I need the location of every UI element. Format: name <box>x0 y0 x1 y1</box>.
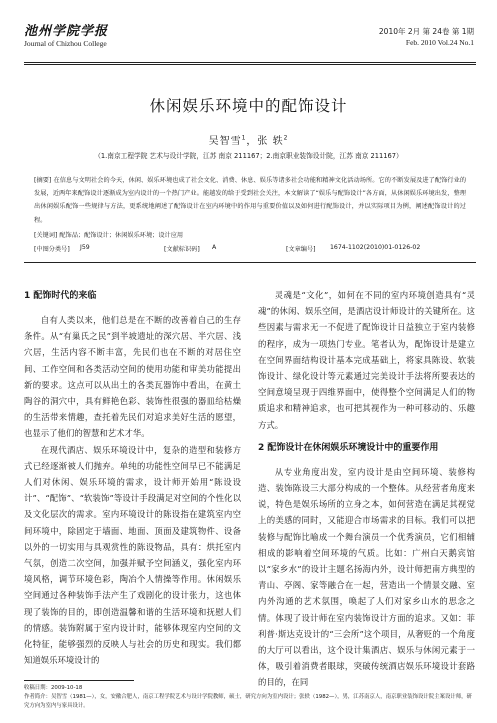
journal-english-name: Journal of Chizhou College <box>24 39 107 48</box>
footnote <box>24 684 476 711</box>
section-2-heading: 2 配饰设计在休闲娱乐环境设计中的重要作用 <box>258 442 439 453</box>
abstract <box>34 174 466 227</box>
affiliations: （1.南京工程学院 艺术与设计学院，江苏 南京 211167；2.南京职业装饰设计院，江苏 南京 211167） <box>94 152 403 160</box>
author-separator: ， <box>246 136 258 147</box>
clc-value: J59 <box>80 244 90 251</box>
header-rule <box>24 62 476 63</box>
section-1-paragraph-2: 在现代酒店、娱乐环境设计中，复杂的造型和装修方式已经逐渐被人们抛弃。单纯的功能性空间早已不能满足人们对休闲、娱乐环境的需求，设计师开始用“陈设设计”、“配饰”、“软装饰”等设计手段满足对空间的个性化以及文化层次的需求。室内环境设计的陈设指在建筑室内空间环境中，除固定于墙面、地面、顶面及建筑物件、设备以外的一切实用与具观赏性的陈设物品，具有：烘托室内气氛，创造二次空间，加强并赋予空间涵义，强化室内环境风格，调节环境色彩，陶冶个人情操等作用。休闲娱乐空间通过各种装饰手法产生了戏剧化的设计张力，这也体现了装饰的目的，即创造温馨和谐的生活环境和抚慰人们的情感。装饰附属于室内设计时，能够体现室内空间的文化特征，能够强烈的反映人与社会的历史和现实。我们都知道娱乐环境设计的 <box>24 444 241 666</box>
doc-code-label: [文献标识码] <box>164 246 200 253</box>
footnote-rule <box>24 680 134 681</box>
clc-label: [中图分类号] <box>34 246 70 253</box>
author-bio: 作者简介：吴智雪（1981—），女，安徽合肥人，南京工程学院艺术与设计学院教师，硕士，研究方向为室内设计；张轶（1982—），男，江苏南京人，南京职业装饰设计院主案设计师，研究方向为室内与家具设计。 <box>24 694 472 709</box>
right-column-paragraph-1: 灵魂是“文化”，如何在不同的室内环境创造具有“灵魂”的休闲、娱乐空间，是酒店设计师设计的关键所在。这些因素与需求无一不促进了配饰设计日益独立于室内装修的程序，成为一项热门专业。笔者认为，配饰设计是建立在空间界面结构设计基本完成基础上，将家具陈设、软装饰设计、绿化设计等元素通过完美设计手法将所要表达的空间意境呈现于四维界面中，使得整个空间满足人们的物质追求和精神追求，也可把其视作为一种可移动的、乐趣方式。 <box>258 290 475 430</box>
article-id-label: [文章编号] <box>286 246 316 253</box>
author-1-affil: 1 <box>241 134 247 142</box>
keywords-label: [关键词] <box>34 232 58 239</box>
journal-header <box>24 14 476 60</box>
authors <box>0 132 497 147</box>
left-column <box>24 287 241 668</box>
received-date: 收稿日期：2009-10-18 <box>24 685 83 691</box>
abstract-label: [摘要] <box>34 177 52 184</box>
section-1-paragraph-1: 自有人类以来，他们总是在不断的改善着自己的生存条件。从“有巢氏之民”到半坡遗址的深穴居、半穴居、浅穴居，生活内容不断丰富，先民们也在不断的对居住空间、工作空间和各类活动空间的使用功能和审美功能提出新的要求。这点可以从出土的各类瓦器饰中看出，在黄土陶谷的洞穴中，具有鲜艳色彩、装饰性很强的器皿给枯燥的生活带来情趣，查托着先民们对追求美好生活的愿望，也显示了他们的智慧和艺术才华。 <box>24 315 241 439</box>
section-2-paragraph-1: 从专业角度出发，室内设计是由空间环境、装修构造、装饰陈设三大部分构成的一个整体。从经营者角度来说，特色是娱乐场所的立身之本，如何营造在满足其视觉上的美感的同时，又能迎合市场需求的目标。我们可以把装修与配饰比喻成一个舞台演员一个优秀演员，它们相辅相成的影响着空间环境的气质。比如：广州白天鹅宾馆以“家乡水”的设计主题名扬海内外，设计师把南方典型的青山、亭阁、家等融合在一起，营造出一个情景交融、室内外沟通的艺术氛围，唤起了人们对家乡山水的思念之情。体现了设计师在室内装饰设计方面的追求。又如：菲利普·斯达克设计的“三会所”这个项目，从奢贬的一个角度的大厅可以看出，这个设计集酒店、娱乐与休闲元素于一体，吸引着消费者眼球，突破传统酒店娱乐环境设计套路的目的，在同 <box>258 466 475 688</box>
keywords <box>34 230 466 239</box>
article-id-value: 1674-1102(2010)01-0126-02 <box>330 244 421 251</box>
author-2-affil: 2 <box>283 134 289 142</box>
header-rule-thin <box>24 64 476 65</box>
right-column <box>258 287 475 691</box>
paper-title: 休闲娱乐环境中的配饰设计 <box>149 97 348 115</box>
keywords-text: 配饰品；配饰设计；休闲娱乐环境；设计应用 <box>59 232 184 239</box>
section-1-heading: 1 配饰时代的来临 <box>24 291 97 301</box>
issue-info-english: Feb. 2010 Vol.24 No.1 <box>405 38 474 47</box>
author-1: 吴智雪 <box>208 136 242 147</box>
author-2: 张 轶 <box>257 136 284 147</box>
doc-code-value: A <box>212 244 217 251</box>
issue-info-chinese: 2010年 2月 第 24卷 第 1期 <box>378 27 474 36</box>
abstract-text: 在信息与文明社会的今天，休闲、娱乐环境也成了社会文化、消费、休息、娱乐等诸多社会功能和精神文化活动场所。它的不断发展及进了配饰行业的发展，近两年来配饰设计逐渐成为室内设计的一个热门产业。能越发的给于受到社会关注，本文解读了“娱乐与配饰设计”各方面，从休闲娱乐环境出发，整理出休闲娱乐配饰一些规律与方法，更系统地阐述了配饰设计在室内环境中的作用与重要价值以及如何进行配饰设计，并以实际项目为例，阐述配饰设计的过程。 <box>34 177 467 224</box>
journal-logo: 池州学院学报 <box>24 24 109 39</box>
abstract-rule <box>24 262 476 263</box>
